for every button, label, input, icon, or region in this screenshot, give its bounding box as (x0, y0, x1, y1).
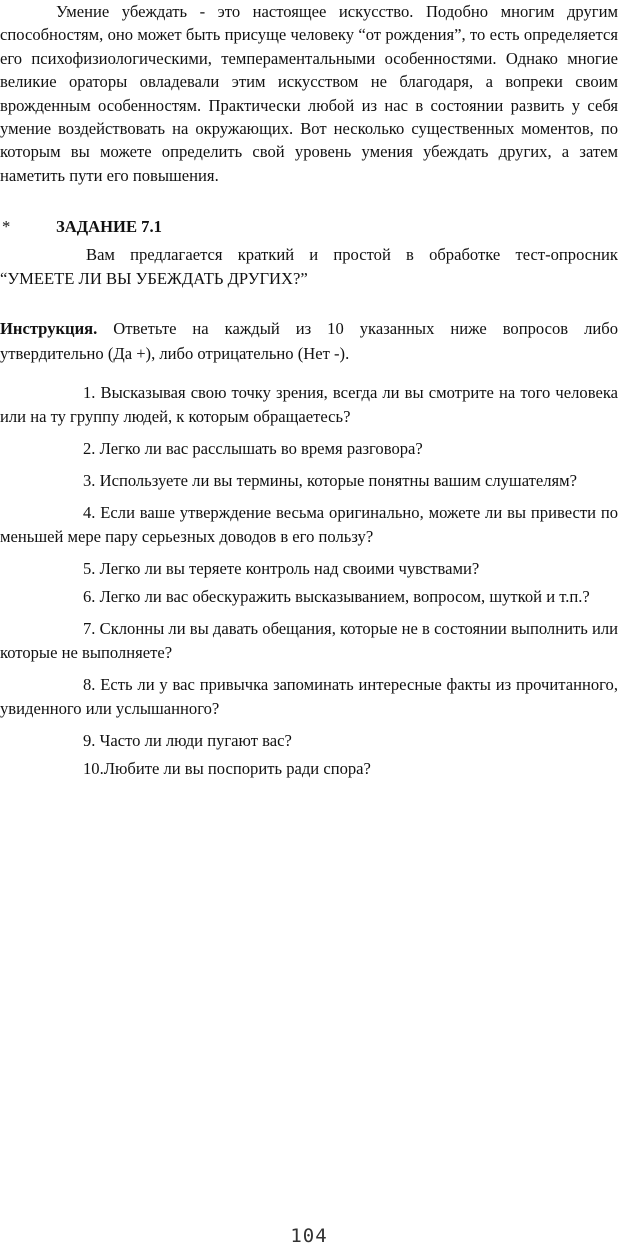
question-8: 8. Есть ли у вас привычка запоминать интересные факты из прочитанного, увиденного или услышанного? (0, 675, 618, 718)
questions-list (0, 381, 618, 789)
task-heading (0, 215, 618, 241)
question-2: 2. Легко ли вас расслышать во время разговора? (83, 439, 423, 458)
page-number: 104 (290, 1225, 328, 1247)
question-7: 7. Склонны ли вы давать обещания, которые не в состоянии выполнить или которые не выполняете? (0, 619, 618, 662)
question-4: 4. Если ваше утверждение весьма оригинально, можете ли вы привести по меньшей мере пару серьезных доводов в его пользу? (0, 503, 618, 546)
instruction-label: Инструкция. (0, 319, 98, 338)
question-1: 1. Высказывая свою точку зрения, всегда ли вы смотрите на того человека или на ту группу людей, к которым обращаетесь? (0, 383, 618, 426)
question-3: 3. Используете ли вы термины, которые понятны вашим слушателям? (83, 471, 578, 490)
question-6: 6. Легко ли вас обескуражить высказыванием, вопросом, шуткой и т.п.? (83, 587, 590, 606)
question-9: 9. Часто ли люди пугают вас? (83, 731, 292, 750)
instruction-text: Ответьте на каждый из 10 указанных ниже вопросов либо утвердительно (Да +), либо отрицательно (Нет -). (0, 319, 618, 363)
intro-paragraph: Умение убеждать - это настоящее искусство. Подобно многим другим способностям, оно может быть присуще человеку “от рождения”, то есть определяется его психофизиологическими, темпераментальными особенностями. Однако многие великие ораторы овладевали этим искусством не благодаря, а вопреки своим врожденным особенностям. Практически любой из нас в состоянии развить у себя умение воздействовать на окружающих. Вот несколько существенных моментов, по которым вы можете определить свой уровень умения убеждать других, а затем наметить пути его повышения. (0, 2, 618, 185)
question-10: 10.Любите ли вы поспорить ради спора? (83, 759, 371, 778)
question-5: 5. Легко ли вы теряете контроль над своими чувствами? (83, 559, 480, 578)
task-description: Вам предлагается краткий и простой в обработке тест-опросник “УМЕЕТЕ ЛИ ВЫ УБЕЖДАТЬ ДРУГИХ?” (0, 245, 618, 288)
instruction-paragraph (0, 316, 618, 366)
task-title: ЗАДАНИЕ 7.1 (56, 217, 162, 236)
task-marker: * (2, 217, 11, 236)
